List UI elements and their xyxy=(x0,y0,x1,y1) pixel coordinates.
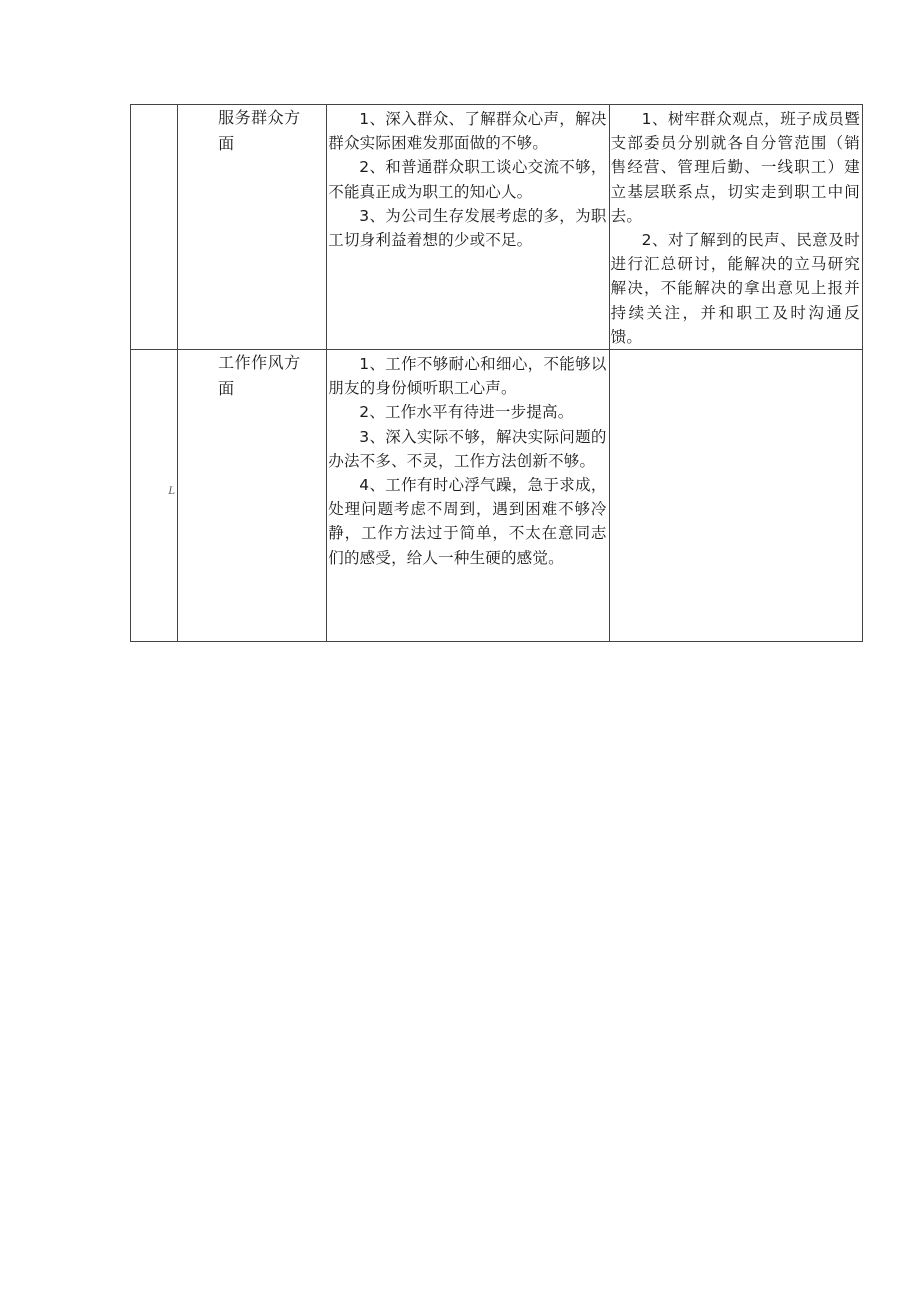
problems-cell xyxy=(327,350,609,642)
problem-item: 2、和普通群众职工谈心交流不够，不能真正成为职工的知心人。 xyxy=(328,158,607,201)
row-marker: L xyxy=(168,486,176,498)
table-row xyxy=(131,105,863,350)
problem-item: 3、为公司生存发展考虑的多，为职工切身利益着想的少或不足。 xyxy=(328,206,607,250)
problem-item: 1、工作不够耐心和细心，不能够以朋友的身份倾听职工心声。 xyxy=(328,355,607,398)
problem-item: 1、深入群众、了解群众心声，解决群众实际困难发那面做的不够。 xyxy=(328,110,607,153)
category-label: 服务群众方面 xyxy=(218,108,301,153)
measures-cell xyxy=(609,350,862,642)
category-label: 工作作风方面 xyxy=(218,353,301,399)
problem-item: 2、工作水平有待进一步提高。 xyxy=(359,403,574,422)
problem-item: 3、深入实际不够，解决实际问题的办法不多、不灵，工作方法创新不够。 xyxy=(328,427,607,470)
measure-item: 2、对了解到的民声、民意及时进行汇总研讨，能解决的立马研究解决，不能解决的拿出意见上报并持续关注，并和职工及时沟通反馈。 xyxy=(610,231,860,346)
row-number-cell xyxy=(131,105,178,350)
problem-item: 4、工作有时心浮气躁，急于求成，处理问题考虑不周到，遇到困难不够冷静，工作方法过于简单，不太在意同志们的感受，给人一种生硬的感觉。 xyxy=(328,476,607,567)
measure-item: 1、树牢群众观点，班子成员暨支部委员分别就各自分管范围（销售经营、管理后勤、一线职工）建立基层联系点，切实走到职工中间去。 xyxy=(610,110,860,225)
table-row xyxy=(131,350,863,642)
category-cell xyxy=(178,350,327,642)
category-cell xyxy=(178,105,327,350)
row-number-cell xyxy=(131,350,178,642)
measures-cell xyxy=(609,105,862,350)
review-table xyxy=(130,104,863,642)
problems-cell xyxy=(327,105,609,350)
